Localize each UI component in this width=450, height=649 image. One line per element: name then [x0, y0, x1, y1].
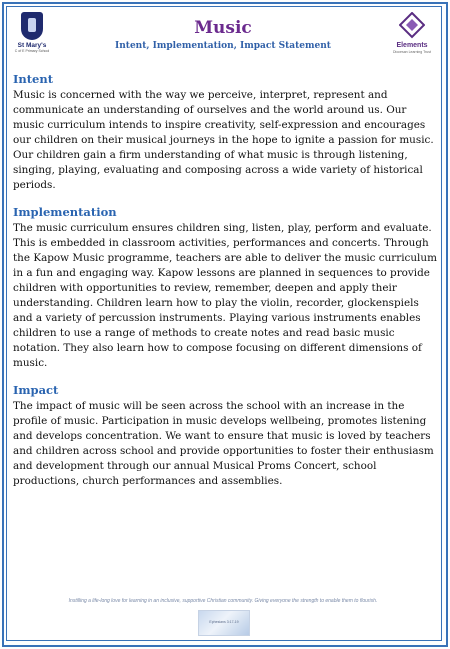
header [8, 8, 438, 66]
implementation-section [13, 205, 437, 371]
intent-heading: Intent [13, 72, 54, 86]
school-logo-name: St Mary's [17, 42, 47, 49]
implementation-text: The music curriculum ensures children sing, listen, play, perform and evaluate. This is embedded in classroom activities, performances and concerts. Through the Kapow Music programme, teachers are able to deliver the music curriculum in a fun and engaging way. Kapow lessons are planned in sequences to provide children with opportunities to review, remember, deepen and apply their understanding. Children learn how to play the violin, recorder, glockenspiels and a variety of percussion instruments. Playing various instruments enables children to use a range of methods to create notes and read basic music notation. They also learn how to compose focusing on different dimensions of music. [13, 222, 437, 369]
page-subtitle: Intent, Implementation, Impact Statement [115, 41, 331, 51]
footer-motto: Instilling a life-long love for learning in an inclusive, supportive Christian community. Giving everyone the strength to enable them to flourish. [68, 598, 378, 604]
impact-section [13, 383, 437, 489]
statement-content [13, 72, 437, 501]
trust-logo-name: Elements [396, 42, 428, 49]
impact-text: The impact of music will be seen across the school with an increase in the profile of music. Participation in music develops wellbeing, promotes listening and develops concentration. We want to ensure that music is loved by teachers and children across school and provide opportunities to foster their enthusiasm and development through our annual Musical Proms Concert, school productions, church performances and assemblies. [13, 400, 434, 487]
intent-text: Music is concerned with the way we perceive, interpret, represent and communicate an understanding of ourselves and the world around us. Our music curriculum intends to inspire creativity, self-expression and encourages our children on their musical journeys in the hope to ignite a passion for music. Our children gain a firm understanding of what music is through listening, singing, playing, evaluating and composing across a wide variety of historical periods. [13, 89, 434, 191]
elements-diamond-icon [399, 12, 425, 42]
page-title: Music [194, 18, 252, 38]
school-logo-sub: C of E Primary School [14, 49, 50, 53]
footer-badge-text: Ephesians 3:17-19 [209, 620, 239, 624]
impact-heading: Impact [13, 383, 59, 397]
trust-logo-sub: Diocesan Learning Trust [393, 50, 431, 54]
implementation-heading: Implementation [13, 205, 117, 219]
footer-badge [198, 610, 250, 636]
intent-section [13, 72, 437, 193]
trust-logo [390, 12, 434, 64]
